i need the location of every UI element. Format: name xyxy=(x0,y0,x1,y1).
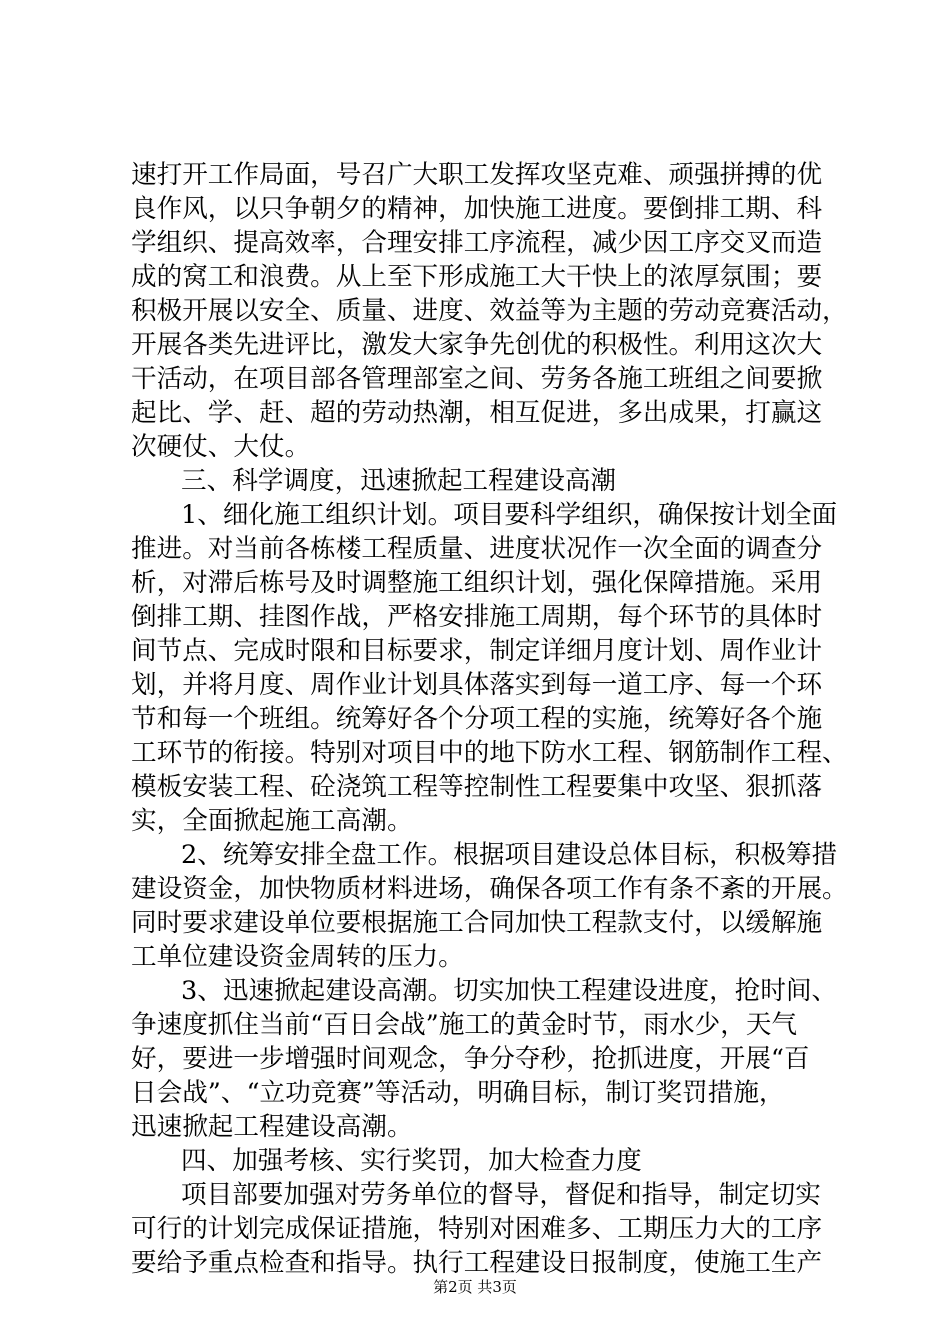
body-text xyxy=(131,158,848,1280)
text-line: 迅速掀起工程建设高潮。 xyxy=(131,1112,413,1142)
text-line: 日会战”、“立功竞赛”等活动，明确目标，制订奖罚措施， xyxy=(131,1078,785,1108)
text-line: 干活动，在项目部各管理部室之间、劳务各施工班组之间要掀 xyxy=(131,364,823,394)
text-line: 节和每一个班组。统筹好各个分项工程的实施，统筹好各个施 xyxy=(131,704,823,734)
text-line: 开展各类先进评比，激发大家争先创优的积极性。利用这次大 xyxy=(131,330,823,360)
text-line: 学组织、提高效率，合理安排工序流程，减少因工序交叉而造 xyxy=(131,228,823,258)
text-line: 1、细化施工组织计划。项目要科学组织，确保按计划全面 xyxy=(181,500,838,530)
text-line: 项目部要加强对劳务单位的督导，督促和指导，制定切实 xyxy=(181,1180,821,1210)
text-line: 起比、学、赶、超的劳动热潮，相互促进，多出成果，打赢这 xyxy=(131,398,823,428)
text-line: 同时要求建设单位要根据施工合同加快工程款支付，以缓解施 xyxy=(131,908,823,938)
text-line: 积极开展以安全、质量、进度、效益等为主题的劳动竞赛活动， xyxy=(131,296,848,326)
text-line: 好，要进一步增强时间观念，争分夺秒，抢抓进度，开展“百 xyxy=(131,1044,810,1074)
text-line: 次硬仗、大仗。 xyxy=(131,432,311,462)
text-line: 推进。对当前各栋楼工程质量、进度状况作一次全面的调查分 xyxy=(131,534,823,564)
text-line: 间节点、完成时限和目标要求，制定详细月度计划、周作业计 xyxy=(131,636,823,666)
text-line: 四、加强考核、实行奖罚，加大检查力度 xyxy=(181,1146,642,1176)
text-line: 3、迅速掀起建设高潮。切实加快工程建设进度，抢时间、 xyxy=(181,976,838,1006)
text-line: 成的窝工和浪费。从上至下形成施工大干快上的浓厚氛围；要 xyxy=(131,262,823,292)
text-line: 析，对滞后栋号及时调整施工组织计划，强化保障措施。采用 xyxy=(131,568,823,598)
text-line: 工单位建设资金周转的压力。 xyxy=(131,942,464,972)
text-line: 速打开工作局面，号召广大职工发挥攻坚克难、顽强拼搏的优 xyxy=(131,160,823,190)
text-line: 倒排工期、挂图作战，严格安排施工周期，每个环节的具体时 xyxy=(131,602,823,632)
text-line: 实，全面掀起施工高潮。 xyxy=(131,806,413,836)
text-line: 三、科学调度，迅速掀起工程建设高潮 xyxy=(181,466,617,496)
text-line: 模板安装工程、砼浇筑工程等控制性工程要集中攻坚、狠抓落 xyxy=(131,772,823,802)
text-line: 争速度抓住当前“百日会战”施工的黄金时节，雨水少，天气 xyxy=(131,1010,798,1040)
text-line: 可行的计划完成保证措施，特别对困难多、工期压力大的工序 xyxy=(131,1214,823,1244)
text-line: 划，并将月度、周作业计划具体落实到每一道工序、每一个环 xyxy=(131,670,823,700)
text-line: 良作风，以只争朝夕的精神，加快施工进度。要倒排工期、科 xyxy=(131,194,823,224)
page-number-footer: 第2页 共3页 xyxy=(433,1278,517,1296)
text-line: 建设资金，加快物质材料进场，确保各项工作有条不紊的开展。 xyxy=(131,874,848,904)
text-line: 2、统筹安排全盘工作。根据项目建设总体目标，积极筹措 xyxy=(181,840,838,870)
text-line: 要给予重点检查和指导。执行工程建设日报制度，使施工生产 xyxy=(131,1248,823,1278)
text-line: 工环节的衔接。特别对项目中的地下防水工程、钢筋制作工程、 xyxy=(131,738,848,768)
